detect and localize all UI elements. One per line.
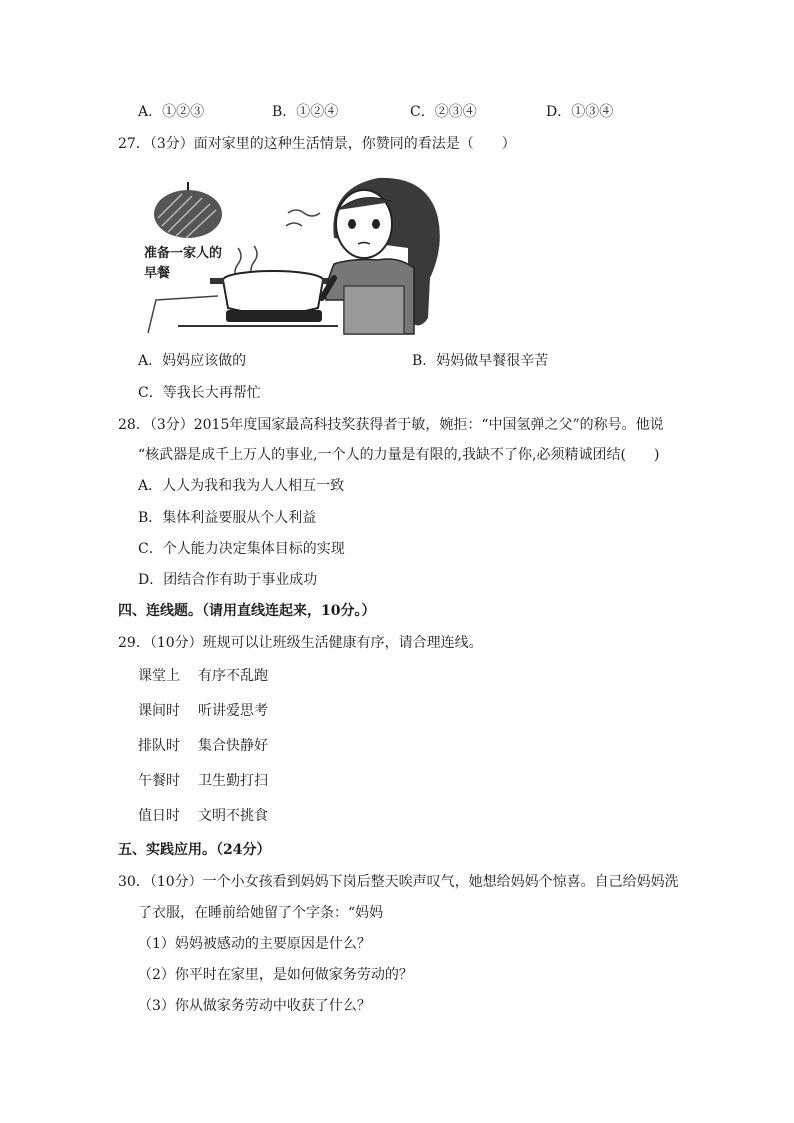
breakfast-illustration (138, 168, 448, 338)
q28-option-c: C．个人能力决定集体目标的实现 (138, 541, 345, 557)
q29-right-item: 有序不乱跑 (198, 668, 268, 684)
section-4-heading: 四、连线题。（请用直线连起来，10分。） (118, 603, 376, 619)
q30-sub-3: （3）你从做家务劳动中收获了什么？ (138, 998, 371, 1014)
option-d: D．①③④ (546, 104, 614, 120)
q28-option-d: D．团结合作有助于事业成功 (138, 572, 318, 588)
q27-stem: 27．（3分）面对家里的这种生活情景，你赞同的看法是（ ） (118, 136, 516, 152)
q29-right-item: 文明不挑食 (198, 808, 268, 824)
q30-sub-2: （2）你平时在家里，是如何做家务劳动的？ (138, 967, 413, 983)
q29-left-item: 排队时 (138, 738, 180, 754)
q30-stem-2: 了衣服，在睡前给她留了个字条：“妈妈 (138, 905, 384, 921)
q27-option-b: B．妈妈做早餐很辛苦 (412, 353, 549, 369)
q29-left-item: 值日时 (138, 808, 180, 824)
option-c: C．②③④ (410, 104, 477, 120)
q29-right-item: 听讲爱思考 (198, 703, 268, 719)
q28-option-b: B．集体利益要服从个人利益 (138, 510, 317, 526)
q30-sub-1: （1）妈妈被感动的主要原因是什么？ (138, 936, 371, 952)
q27-option-c: C．等我长大再帮忙 (138, 385, 261, 401)
q28-stem-2: “核武器是成千上万人的事业,一个人的力量是有限的,我缺不了你,必须精诚团结( ) (138, 447, 660, 463)
q29-right-item: 卫生勤打扫 (198, 773, 268, 789)
q28-stem-1: 28．（3分）2015年度国家最高科技奖获得者于敏，婉拒：“中国氢弹之父”的称号。他说 (118, 417, 664, 433)
illustration-caption-2: 早餐 (144, 266, 171, 281)
option-a: A．①②③ (138, 104, 205, 120)
q29-stem: 29．（10分）班规可以让班级生活健康有序，请合理连线。 (118, 635, 483, 651)
q29-left-item: 午餐时 (138, 773, 180, 789)
q27-option-a: A．妈妈应该做的 (138, 353, 247, 369)
q29-left-item: 课间时 (138, 703, 180, 719)
q28-option-a: A．人人为我和我为人人相互一致 (138, 478, 345, 494)
q29-right-item: 集合快静好 (198, 738, 268, 754)
option-b: B．①②④ (272, 104, 339, 120)
section-5-heading: 五、实践应用。（24分） (118, 842, 271, 858)
q30-stem-1: 30．（10分）一个小女孩看到妈妈下岗后整天唉声叹气，她想给妈妈个惊喜。自己给妈妈洗 (118, 874, 679, 890)
illustration-caption-1: 准备一家人的 (144, 246, 223, 261)
q29-left-item: 课堂上 (138, 668, 180, 684)
